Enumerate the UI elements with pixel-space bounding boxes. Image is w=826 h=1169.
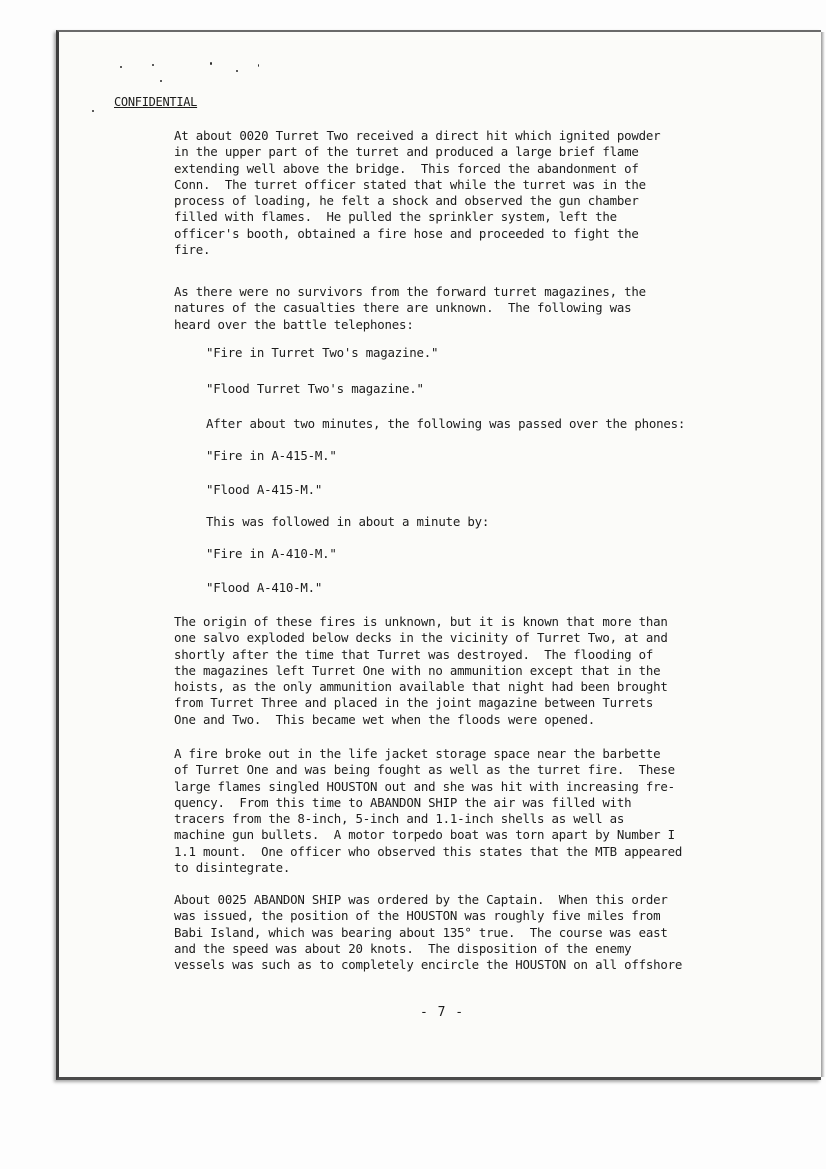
quote-fire-a415m: "Fire in A-415-M." (206, 448, 337, 463)
text-followed-by: This was followed in about a minute by: (206, 514, 490, 529)
text-line: heard over the battle telephones: (174, 316, 414, 332)
scan-speck (152, 64, 154, 66)
text-line: natures of the casualties there are unknown. The following was (174, 300, 632, 316)
paragraph-life-jacket-fire (174, 746, 754, 876)
text-line: The origin of these fires is unknown, but it is known that more than (174, 614, 668, 629)
text-line: Babi Island, which was bearing about 135° true. The course was east (174, 924, 668, 940)
scan-speck (120, 66, 122, 68)
text-line: fire. (174, 242, 211, 258)
text-line: large flames singled HOUSTON out and she was hit with increasing fre- (174, 778, 675, 794)
text-line: extending well above the bridge. This forced the abandonment of (174, 160, 639, 176)
text-line: the magazines left Turret One with no ammunition except that in the (174, 662, 661, 678)
text-line: process of loading, he felt a shock and observed the gun chamber (174, 193, 639, 209)
text-line: One and Two. This became wet when the floods were opened. (174, 711, 596, 727)
page-edge-shadow (821, 32, 825, 1077)
quote-flood-a415m: "Flood A-415-M." (206, 482, 323, 497)
text-line: of Turret One and was being fought as well as the turret fire. These (174, 762, 675, 778)
quote-fire-turret-two: "Fire in Turret Two's magazine." (206, 345, 439, 360)
text-line: officer's booth, obtained a fire hose and proceeded to fight the (174, 225, 639, 241)
text-line: was issued, the position of the HOUSTON was roughly five miles from (174, 908, 661, 924)
text-line: in the upper part of the turret and produced a large brief flame (174, 144, 639, 160)
page-number: - 7 - (420, 1005, 465, 1020)
text-line: to disintegrate. (174, 860, 291, 876)
text-line: tracers from the 8-inch, 5-inch and 1.1-inch shells as well as (174, 811, 625, 827)
text-line: filled with flames. He pulled the sprinkler system, left the (174, 209, 617, 225)
paragraph-abandon-ship (174, 892, 754, 973)
text-line: A fire broke out in the life jacket storage space near the barbette (174, 746, 661, 761)
scan-speck (92, 110, 94, 112)
quote-flood-turret-two: "Flood Turret Two's magazine." (206, 381, 424, 396)
scan-speck (210, 62, 212, 65)
quote-flood-a410m: "Flood A-410-M." (206, 580, 323, 595)
text-line: Conn. The turret officer stated that while the turret was in the (174, 176, 646, 192)
scan-speck (258, 64, 259, 67)
text-line: quency. From this time to ABANDON SHIP the air was filled with (174, 794, 632, 810)
quote-fire-a410m: "Fire in A-410-M." (206, 546, 337, 561)
text-line: About 0025 ABANDON SHIP was ordered by the Captain. When this order (174, 892, 668, 907)
scan-speck (236, 70, 238, 72)
classification-marking: CONFIDENTIAL (114, 95, 198, 109)
text-line: one salvo exploded below decks in the vicinity of Turret Two, at and (174, 630, 668, 646)
text-line: shortly after the time that Turret was destroyed. The flooding of (174, 646, 654, 662)
paragraph-origin-of-fires (174, 614, 754, 728)
text-line: At about 0020 Turret Two received a direct hit which ignited powder (174, 128, 661, 143)
text-line: machine gun bullets. A motor torpedo boat was torn apart by Number I (174, 827, 675, 843)
text-line: vessels was such as to completely encircle the HOUSTON on all offshore (174, 957, 683, 973)
text-after-two-minutes: After about two minutes, the following was passed over the phones: (206, 416, 686, 431)
text-line: hoists, as the only ammunition available that night had been brought (174, 679, 668, 695)
text-line: from Turret Three and placed in the joint magazine between Turrets (174, 695, 654, 711)
text-line: 1.1 mount. One officer who observed this states that the MTB appeared (174, 843, 683, 859)
paragraph-turret-two-hit (174, 128, 754, 258)
text-line: and the speed was about 20 knots. The disposition of the enemy (174, 940, 632, 956)
paragraph-no-survivors (174, 284, 754, 333)
scan-speck (160, 80, 162, 82)
text-line: As there were no survivors from the forward turret magazines, the (174, 284, 646, 299)
